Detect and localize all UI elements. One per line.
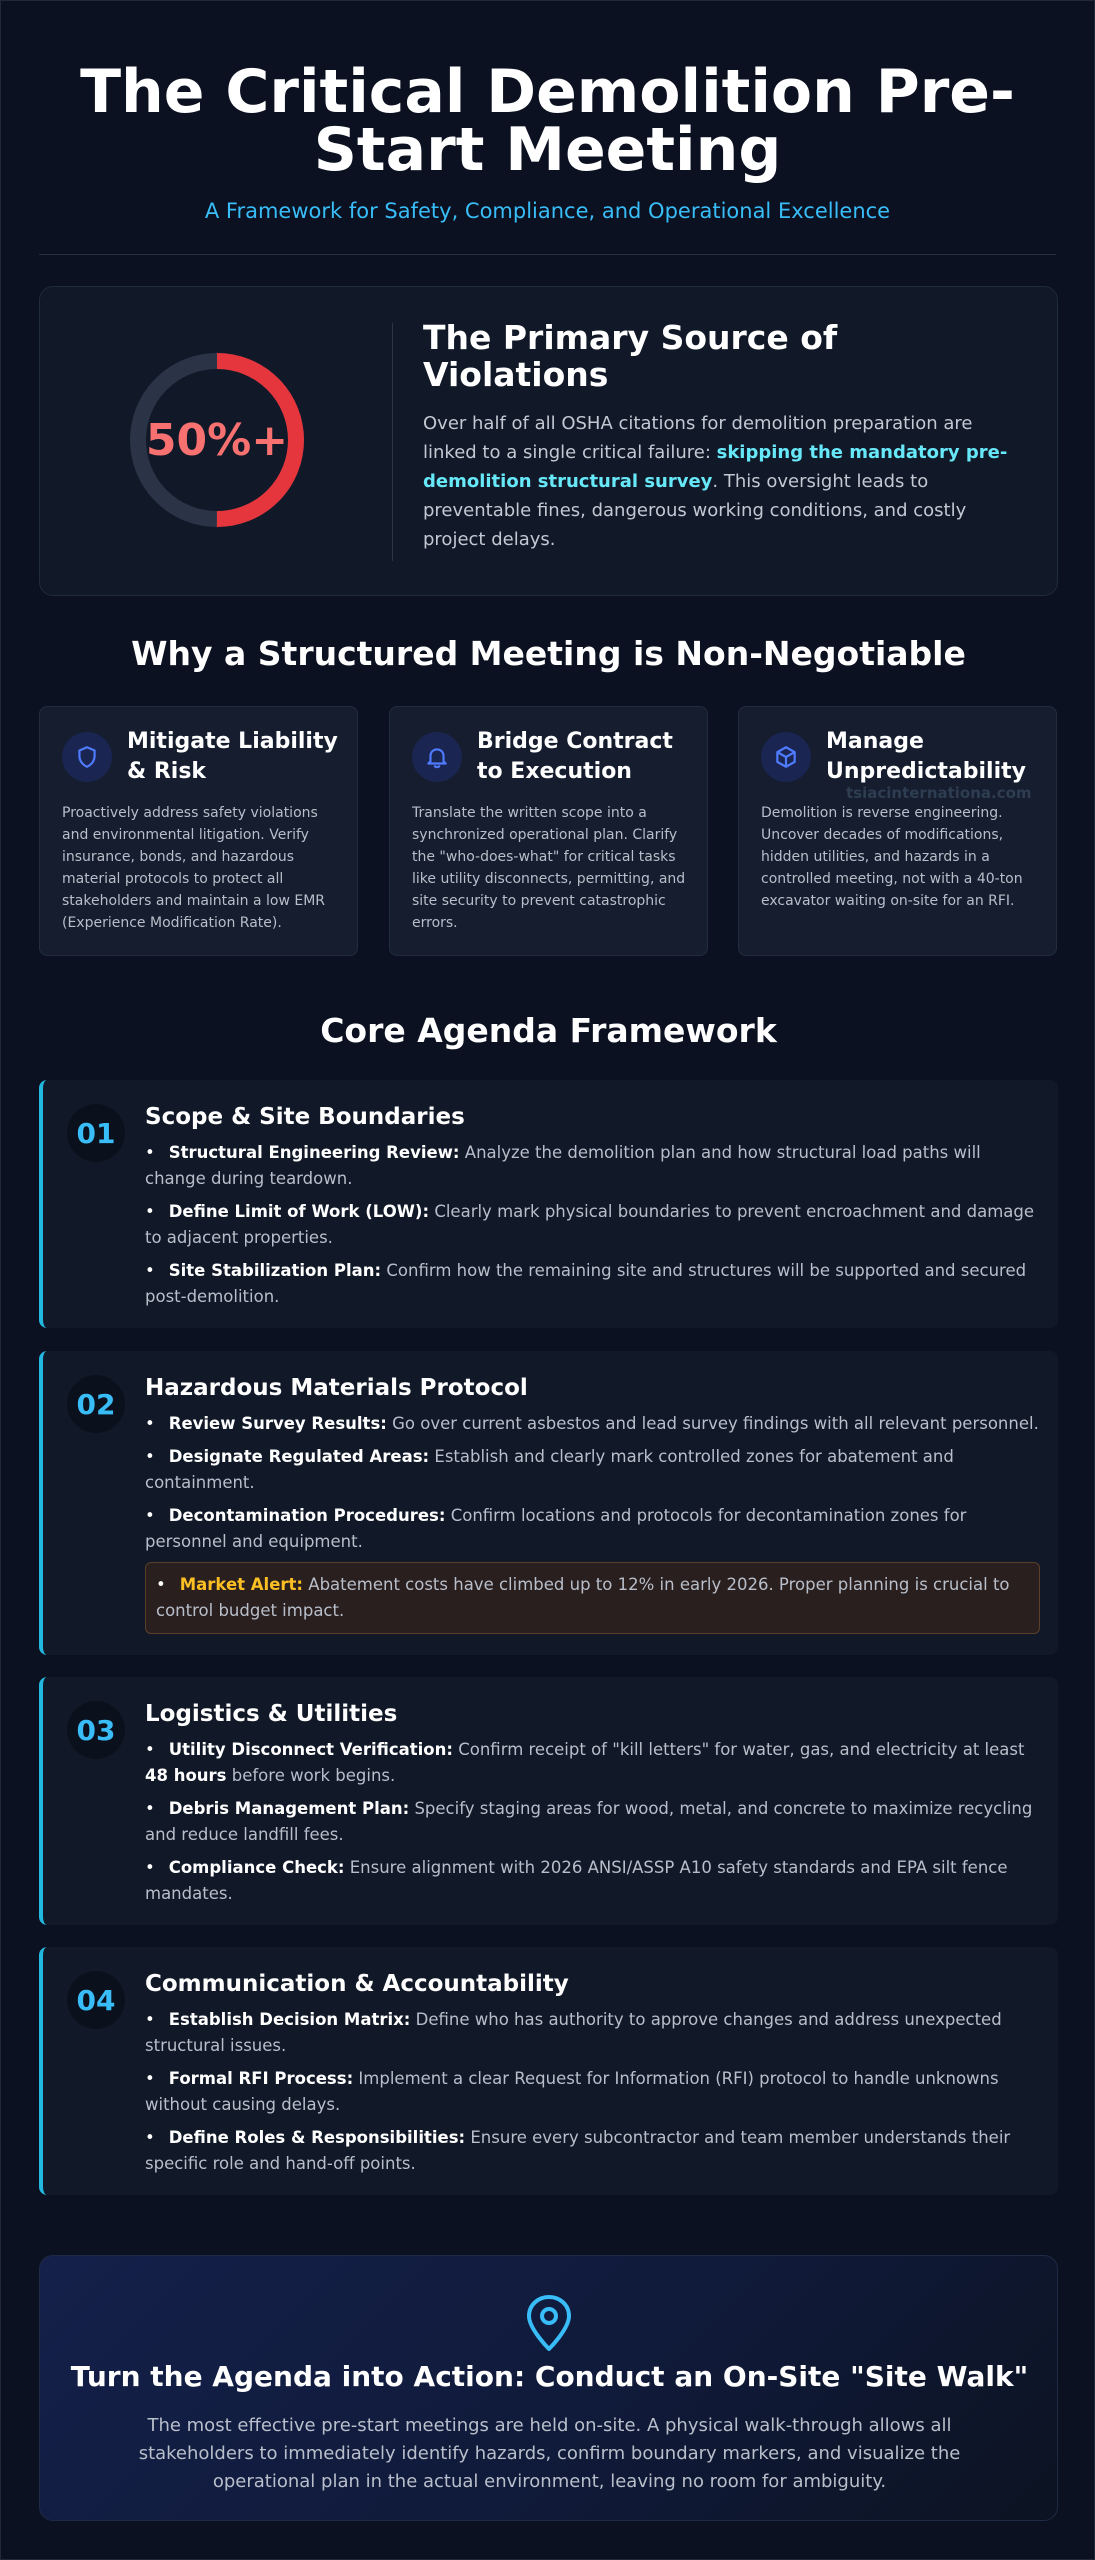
list-item: [145, 1199, 1040, 1251]
list-item-text: Clearly mark physical boundaries to prevent encroachment and damage to adjacent properties.: [145, 1202, 1035, 1247]
header-divider: [39, 254, 1056, 255]
agenda-list: [145, 1737, 1040, 1907]
list-item-label: Formal RFI Process:: [168, 2069, 354, 2088]
list-item: [145, 2125, 1040, 2177]
list-item: [145, 1411, 1040, 1437]
stat-body-highlight: skipping the mandatory pre-demolition structural survey: [423, 442, 1008, 492]
page-subtitle: A Framework for Safety, Compliance, and Operational Excellence: [204, 199, 891, 223]
list-item-text: Confirm how the remaining site and structures will be supported and secured post-demolition.: [145, 1261, 1027, 1306]
why-section-title: Why a Structured Meeting is Non-Negotiable: [131, 634, 966, 673]
list-item-text: Confirm locations and protocols for decontamination zones for personnel and equipment.: [145, 1506, 967, 1551]
watermark: tsiacinternationa.com: [846, 784, 1032, 802]
list-item-text: Specify staging areas for wood, metal, and concrete to maximize recycling and reduce landfill fees.: [145, 1799, 1033, 1844]
stat-body-text-end: . This oversight leads to preventable fines, dangerous working conditions, and costly project delays.: [423, 471, 967, 550]
agenda-title: Logistics & Utilities: [145, 1701, 398, 1727]
list-item-label: Structural Engineering Review:: [168, 1143, 460, 1162]
why-card-title: Bridge Contract to Execution: [477, 729, 673, 784]
agenda-content: [145, 1699, 1040, 1914]
why-card-unpredictability: [738, 706, 1057, 956]
agenda-title: Hazardous Materials Protocol: [145, 1375, 528, 1401]
agenda-content: [145, 1969, 1040, 2184]
list-item: [145, 1503, 1040, 1555]
why-card-title: Manage Unpredictability: [826, 729, 1026, 784]
agenda-number: 01: [67, 1104, 125, 1162]
list-item-text: Implement a clear Request for Information (RFI) protocol to handle unknowns without causing delays.: [145, 2069, 999, 2114]
list-item-label: Review Survey Results:: [168, 1414, 387, 1433]
list-item: [145, 1855, 1040, 1907]
shield-icon: [62, 732, 112, 782]
agenda-content: [145, 1373, 1040, 1634]
why-card-liability: [39, 706, 358, 956]
cta-card: [39, 2255, 1058, 2521]
stat-value: 50%+: [145, 414, 289, 466]
agenda-section-title: Core Agenda Framework: [320, 1011, 777, 1050]
map-pin-icon: [524, 2294, 574, 2356]
agenda-content: [145, 1102, 1040, 1317]
agenda-number: 03: [67, 1701, 125, 1759]
list-item: [145, 2007, 1040, 2059]
agenda-number: 02: [67, 1375, 125, 1433]
list-item: [145, 2066, 1040, 2118]
list-item-label: Designate Regulated Areas:: [168, 1447, 430, 1466]
header: [1, 1, 1094, 223]
agenda-card-logistics: [39, 1677, 1058, 1925]
agenda-card-communication: [39, 1947, 1058, 2195]
list-item-label: Utility Disconnect Verification:: [168, 1740, 453, 1759]
list-item-text: Analyze the demolition plan and how structural load paths will change during teardown.: [145, 1143, 981, 1188]
list-item-label: Define Limit of Work (LOW):: [168, 1202, 430, 1221]
agenda-title: Communication & Accountability: [145, 1971, 569, 1997]
agenda-list: [145, 2007, 1040, 2177]
list-item: [145, 1444, 1040, 1496]
list-item: [145, 1796, 1040, 1848]
stat-card: [39, 286, 1058, 596]
progress-ring: [128, 351, 306, 529]
agenda-number: 04: [67, 1971, 125, 2029]
stat-body-text: Over half of all OSHA citations for demolition preparation are linked to a single critical failure:: [423, 413, 973, 463]
market-alert-box: [145, 1562, 1040, 1634]
agenda-list: [145, 1411, 1040, 1555]
market-alert-text: Abatement costs have climbed up to 12% in early 2026. Proper planning is crucial to control budget impact.: [156, 1575, 1010, 1620]
agenda-card-hazmat: [39, 1351, 1058, 1655]
why-card-body: Demolition is reverse engineering. Uncover decades of modifications, hidden utilities, and hazards in a controlled meeting, not with a 40-ton excavator waiting on-site for an RFI.: [761, 805, 1023, 909]
list-item-label: Debris Management Plan:: [168, 1799, 410, 1818]
cta-body: The most effective pre-start meetings are held on-site. A physical walk-through allows all stakeholders to immediately identify hazards, confirm boundary markers, and visualize the operational plan in the actual environment, leaving no room for ambiguity.: [138, 2415, 961, 2492]
page-title: The Critical Demolition Pre-Start Meeting: [80, 57, 1015, 185]
list-item-text: Go over current asbestos and lead survey findings with all relevant personnel.: [386, 1414, 1039, 1433]
cube-icon: [761, 732, 811, 782]
cta-title: Turn the Agenda into Action: Conduct an On-Site "Site Walk": [70, 2360, 1029, 2393]
stat-title: The Primary Source of Violations: [423, 318, 838, 394]
agenda-card-scope: [39, 1080, 1058, 1328]
agenda-title: Scope & Site Boundaries: [145, 1104, 465, 1130]
agenda-list: [145, 1140, 1040, 1310]
list-item-label: Decontamination Procedures:: [168, 1506, 446, 1525]
list-item-label: Define Roles & Responsibilities:: [168, 2128, 466, 2147]
list-item: [145, 1737, 1040, 1789]
why-card-contract: [389, 706, 708, 956]
list-item-label: Compliance Check:: [168, 1858, 345, 1877]
list-item-text: before work begins.: [226, 1766, 396, 1785]
list-item: [145, 1258, 1040, 1310]
list-item-emphasis: 48 hours: [145, 1766, 227, 1785]
why-card-title: Mitigate Liability & Risk: [127, 729, 338, 784]
stat-divider: [392, 323, 393, 561]
list-item-text: Define who has authority to approve changes and address unexpected structural issues.: [145, 2010, 1002, 2055]
market-alert-label: Market Alert:: [179, 1575, 304, 1594]
bell-icon: [412, 732, 462, 782]
list-item: [145, 1140, 1040, 1192]
list-item-text: Establish and clearly mark controlled zones for abatement and containment.: [145, 1447, 954, 1492]
stat-text: [423, 319, 1023, 554]
why-card-body: Proactively address safety violations and environmental litigation. Verify insurance, bonds, and hazardous material protocols to protect all stakeholders and maintain a low EMR (Experience Modification Rate).: [62, 805, 325, 931]
list-item-label: Site Stabilization Plan:: [168, 1261, 382, 1280]
why-card-body: Translate the written scope into a synchronized operational plan. Clarify the "who-does-what" for critical tasks like utility disconnects, permitting, and site security to prevent catastrophic errors.: [412, 805, 686, 931]
stat-body: [423, 409, 1023, 554]
list-item-text: Confirm receipt of "kill letters" for water, gas, and electricity at least: [452, 1740, 1025, 1759]
list-item-text: Ensure every subcontractor and team member understands their specific role and hand-off points.: [145, 2128, 1011, 2173]
list-item-label: Establish Decision Matrix:: [168, 2010, 411, 2029]
list-item-text: Ensure alignment with 2026 ANSI/ASSP A10 safety standards and EPA silt fence mandates.: [145, 1858, 1008, 1903]
